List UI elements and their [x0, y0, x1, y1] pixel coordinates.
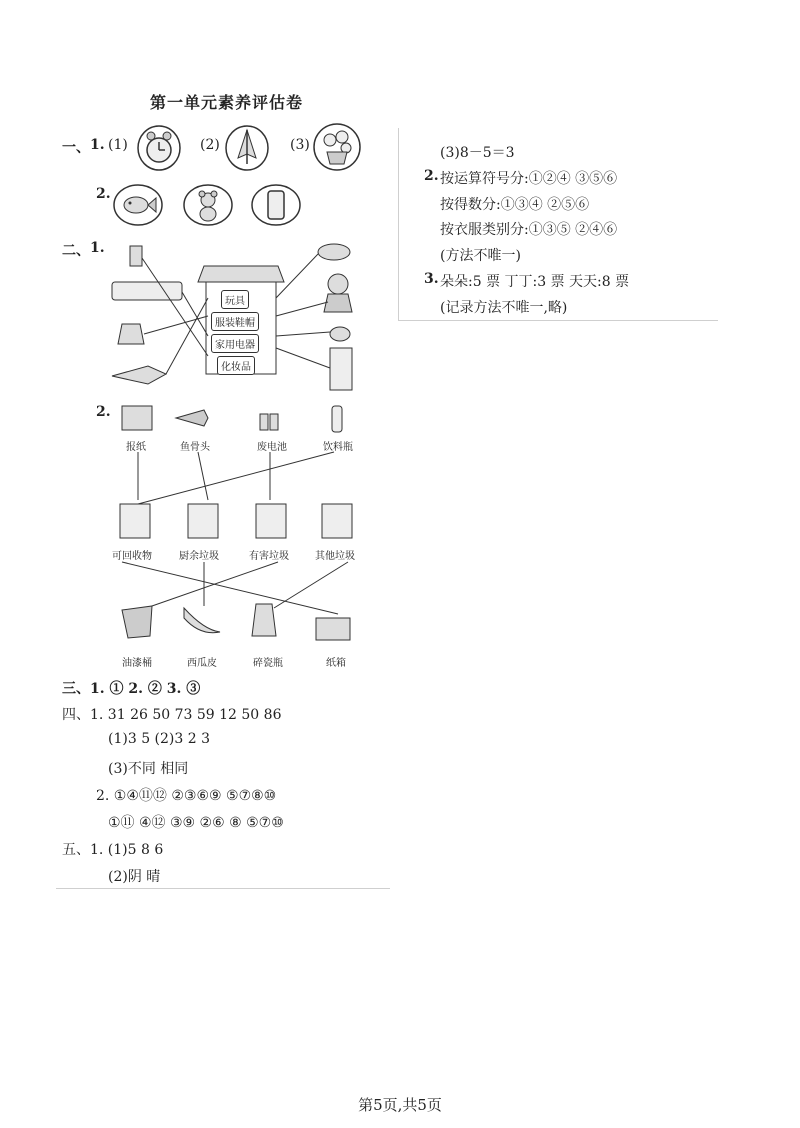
umbrella-icon — [224, 124, 270, 172]
right-line-3: 按得数分:①③④ ②⑤⑥ — [440, 197, 590, 213]
phone-icon — [250, 183, 302, 227]
paper-box-icon — [316, 618, 350, 640]
section-2-label: 二、 — [62, 243, 90, 259]
fish-icon — [112, 183, 164, 227]
hat-item — [318, 244, 350, 260]
option-1-label: (1) — [108, 137, 128, 153]
cosmetics-item — [130, 246, 142, 266]
right-line-4: 按衣服类别分:①③⑤ ②④⑥ — [440, 222, 618, 238]
flower-pot-icon — [312, 122, 362, 172]
bin-label-1: 厨余垃圾 — [179, 551, 219, 562]
section-4-line-2: (1)3 5 (2)3 2 3 — [108, 731, 210, 747]
bin-kitchen-icon — [188, 504, 218, 538]
right-column-bottom-rule — [398, 320, 718, 321]
bottom-label-0: 油漆桶 — [122, 658, 152, 669]
bin-other-icon — [322, 504, 352, 538]
bottle-icon — [332, 406, 342, 432]
doll-item — [328, 274, 348, 294]
alarm-clock-icon — [136, 124, 182, 172]
air-conditioner-item — [112, 282, 182, 300]
item-label-2: 废电池 — [257, 442, 287, 453]
shoe-item — [330, 327, 350, 341]
bin-label-2: 有害垃圾 — [249, 551, 289, 562]
right-column-left-rule — [398, 128, 399, 320]
page-footer: 第5页,共5页 — [358, 1096, 442, 1114]
q2-number-sec2: 2. — [96, 404, 111, 420]
bin-recyclable-icon — [120, 504, 150, 538]
section-4-line-5: ①⑪ ④⑫ ③⑨ ②⑥ ⑧ ⑤⑦⑩ — [108, 815, 284, 831]
bin-label-0: 可回收物 — [112, 551, 152, 562]
item-label-3: 饮料瓶 — [323, 442, 353, 453]
toy-plane-item — [112, 366, 166, 384]
q1-number-sec2: 1. — [90, 240, 105, 256]
section-4-line-1: 四、1. 31 26 50 73 59 12 50 86 — [62, 707, 282, 723]
q1-number: 1. — [90, 137, 105, 153]
teddy-bear-icon — [182, 183, 234, 227]
page-title: 第一单元素养评估卷 — [150, 93, 304, 112]
watermelon-peel-icon — [184, 608, 220, 633]
broken-vase-icon — [252, 604, 276, 636]
right-line-1: (3)8－5＝3 — [440, 145, 515, 161]
store-label-clothing: 服装鞋帽 — [211, 312, 259, 331]
right-q3-number: 3. — [424, 271, 439, 287]
fridge-item — [330, 348, 352, 390]
bin-label-3: 其他垃圾 — [315, 551, 355, 562]
store-label-cosmetics: 化妆品 — [217, 356, 255, 375]
section-5-line-1: 五、1. (1)5 8 6 — [62, 842, 164, 858]
section-4-line-3: (3)不同 相同 — [108, 761, 189, 777]
left-column-bottom-rule — [56, 888, 390, 889]
paint-bucket-icon — [122, 606, 152, 638]
newspaper-icon — [122, 406, 152, 430]
q2-number: 2. — [96, 186, 111, 202]
right-line-5: (方法不唯一) — [440, 248, 521, 264]
item-label-0: 报纸 — [126, 442, 146, 453]
item-label-1: 鱼骨头 — [180, 442, 210, 453]
store-label-toys: 玩具 — [221, 290, 249, 309]
bottom-label-2: 碎瓷瓶 — [253, 658, 283, 669]
right-line-6: 朵朵:5 票 丁丁:3 票 天天:8 票 — [440, 274, 630, 290]
bottom-label-1: 西瓜皮 — [187, 658, 217, 669]
battery-icon — [260, 414, 268, 430]
dress-item — [118, 324, 144, 344]
right-q2-number: 2. — [424, 168, 439, 184]
bin-hazardous-icon — [256, 504, 286, 538]
store-awning — [198, 266, 284, 282]
right-line-2: 按运算符号分:①②④ ③⑤⑥ — [440, 171, 618, 187]
fish-bone-icon — [176, 410, 208, 426]
bottom-label-3: 纸箱 — [326, 658, 346, 669]
option-3-label: (3) — [290, 137, 310, 153]
section-1-label: 一、 — [62, 140, 90, 156]
section-5-line-2: (2)阴 晴 — [108, 869, 161, 885]
option-2-label: (2) — [200, 137, 220, 153]
store-label-appliances: 家用电器 — [211, 334, 259, 353]
section-4-line-4: 2. ①④⑪⑫ ②③⑥⑨ ⑤⑦⑧⑩ — [96, 788, 277, 804]
right-line-7: (记录方法不唯一,略) — [440, 300, 568, 316]
section-3-answers: 三、1. ① 2. ② 3. ③ — [62, 681, 201, 697]
